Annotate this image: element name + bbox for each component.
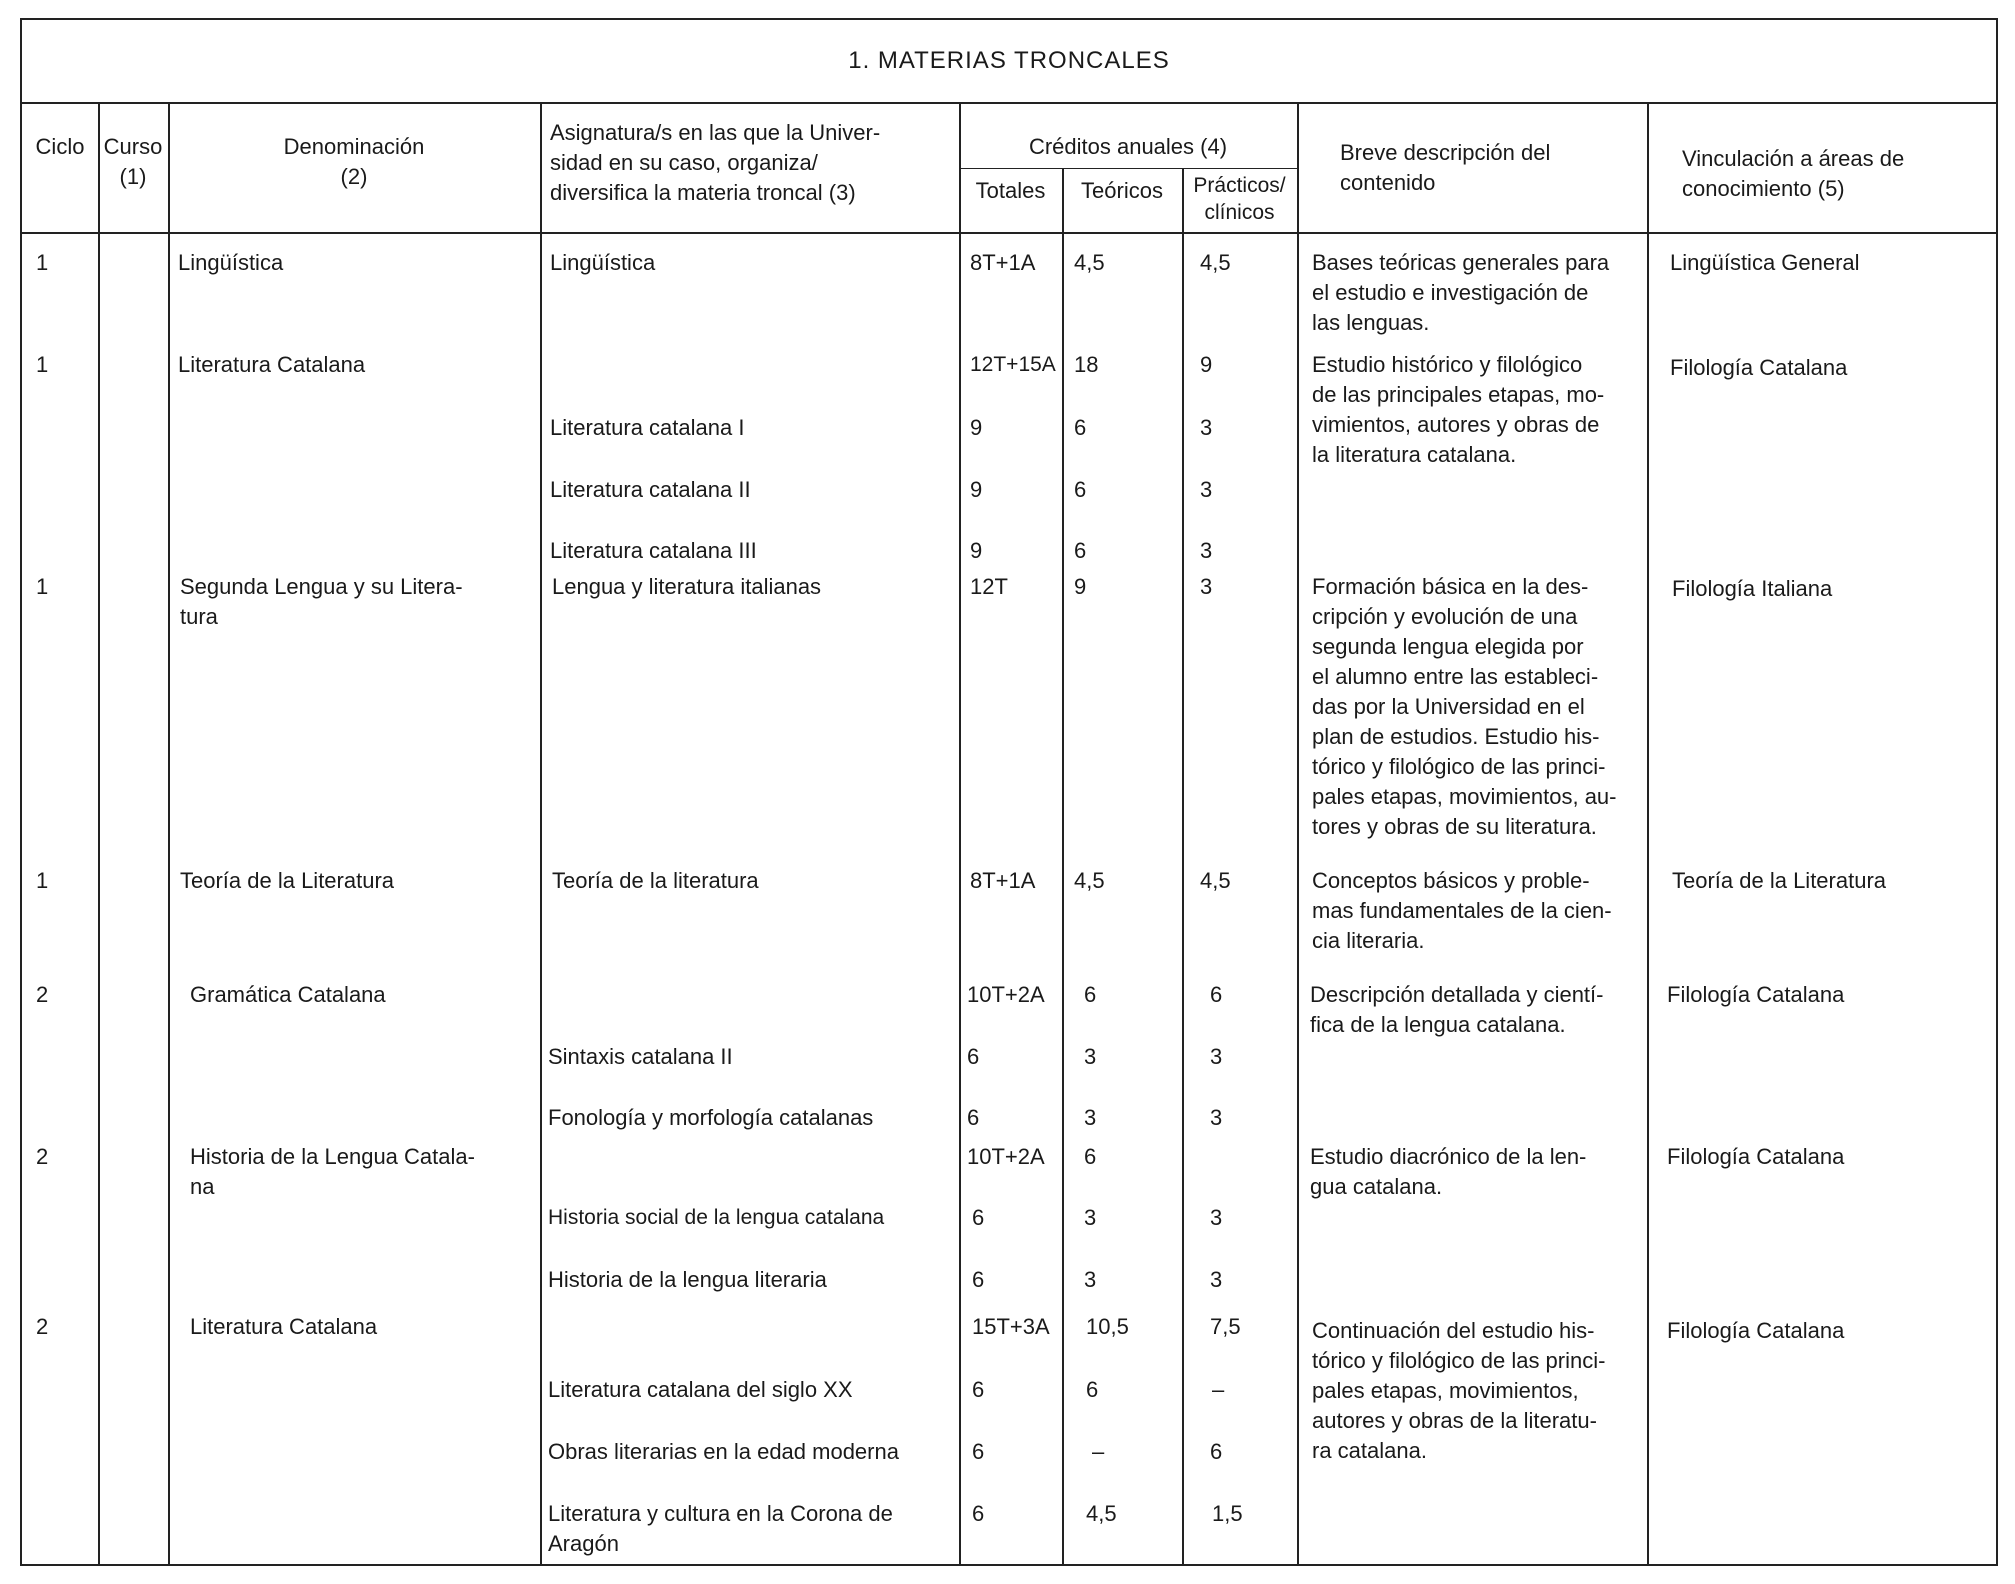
- row-totales: 9: [970, 538, 983, 563]
- row-teoricos: 3: [1084, 1044, 1097, 1069]
- row-denominacion: Literatura Catalana: [190, 1314, 378, 1339]
- row-ciclo: 1: [36, 868, 49, 893]
- row-ciclo: 1: [36, 250, 49, 275]
- column-divider: [1182, 168, 1184, 1564]
- row-teoricos: 3: [1084, 1267, 1097, 1292]
- row-teoricos: 6: [1074, 477, 1087, 502]
- row-asignatura: Literatura catalana del siglo XX: [548, 1377, 853, 1402]
- row-area: Filología Catalana: [1667, 982, 1845, 1007]
- row-area: Filología Italiana: [1672, 576, 1833, 601]
- row-asignatura: Obras literarias en la edad moderna: [548, 1439, 899, 1464]
- column-divider: [540, 104, 542, 1564]
- row-totales: 8T+1A: [970, 868, 1036, 893]
- row-descripcion: Formación básica en la des- cripción y evolución de una segunda lengua elegida por el alumno entre las estableci- das por la Universidad en el plan de estudios. Estudio his- tórico y filológico de las princi- pales etapas, movimientos, au- tores y obras de su literatura.: [1312, 574, 1617, 839]
- row-teoricos: 4,5: [1074, 250, 1105, 275]
- row-totales: 6: [972, 1267, 985, 1292]
- header-curso: Curso (1): [103, 134, 163, 189]
- row-asignatura: Historia de la lengua literaria: [548, 1267, 827, 1292]
- row-practicos: 3: [1210, 1267, 1223, 1292]
- row-descripcion: Descripción detallada y cientí- fica de la lengua catalana.: [1310, 982, 1604, 1037]
- row-teoricos: 6: [1086, 1377, 1099, 1402]
- row-practicos: 6: [1210, 982, 1223, 1007]
- row-totales: 6: [972, 1501, 985, 1526]
- header-denominacion: Denominación (2): [283, 134, 425, 189]
- row-asignatura: Teoría de la literatura: [552, 868, 759, 893]
- row-teoricos: 6: [1084, 982, 1097, 1007]
- row-descripcion: Conceptos básicos y proble- mas fundamentales de la cien- cia literaria.: [1312, 868, 1612, 953]
- row-denominacion: Gramática Catalana: [190, 982, 386, 1007]
- row-asignatura: Lengua y literatura italianas: [552, 574, 822, 599]
- row-asignatura: Literatura catalana III: [550, 538, 757, 563]
- row-practicos: –: [1212, 1377, 1225, 1402]
- row-asignatura: Historia social de la lengua catalana: [548, 1206, 885, 1229]
- row-area: Lingüística General: [1670, 250, 1860, 275]
- row-teoricos: 10,5: [1086, 1314, 1129, 1339]
- row-descripcion: Estudio histórico y filológico de las principales etapas, mo- vimientos, autores y obras de la literatura catalana.: [1312, 352, 1605, 467]
- row-area: Filología Catalana: [1667, 1318, 1845, 1343]
- row-denominacion: Literatura Catalana: [178, 352, 366, 377]
- row-asignatura: Sintaxis catalana II: [548, 1044, 733, 1069]
- row-practicos: 3: [1200, 415, 1213, 440]
- row-descripcion: Bases teóricas generales para el estudio e investigación de las lenguas.: [1312, 250, 1610, 335]
- column-divider: [98, 104, 100, 1564]
- column-divider: [1647, 104, 1649, 1564]
- row-teoricos: 6: [1074, 538, 1087, 563]
- row-totales: 6: [972, 1205, 985, 1230]
- row-ciclo: 2: [36, 1144, 49, 1169]
- header-vinculacion: Vinculación a áreas de conocimiento (5): [1682, 146, 1905, 201]
- row-asignatura: Literatura catalana II: [550, 477, 751, 502]
- row-ciclo: 1: [36, 352, 49, 377]
- header-divider: [22, 232, 1996, 234]
- header-practicos: Prácticos/ clínicos: [1193, 174, 1286, 224]
- row-practicos: 3: [1210, 1044, 1223, 1069]
- row-teoricos: 6: [1074, 415, 1087, 440]
- column-divider: [1297, 104, 1299, 1564]
- column-divider: [168, 104, 170, 1564]
- row-practicos: 3: [1210, 1105, 1223, 1130]
- column-divider: [1062, 168, 1064, 1564]
- row-denominacion: Teoría de la Literatura: [180, 868, 395, 893]
- row-area: Teoría de la Literatura: [1672, 868, 1887, 893]
- row-practicos: 9: [1200, 352, 1213, 377]
- row-practicos: 3: [1200, 574, 1213, 599]
- row-totales: 6: [972, 1439, 985, 1464]
- row-descripcion: Continuación del estudio his- tórico y filológico de las princi- pales etapas, movimientos, autores y obras de la literatu- ra catalana.: [1312, 1318, 1606, 1463]
- row-denominacion: Historia de la Lengua Catala- na: [190, 1144, 475, 1199]
- row-teoricos: 4,5: [1074, 868, 1105, 893]
- row-teoricos: 6: [1084, 1144, 1097, 1169]
- row-totales: 6: [972, 1377, 985, 1402]
- row-practicos: 3: [1210, 1205, 1223, 1230]
- row-teoricos: 4,5: [1086, 1501, 1117, 1526]
- header-teoricos: Teóricos: [1081, 178, 1163, 203]
- row-practicos: 7,5: [1210, 1314, 1241, 1339]
- row-practicos: 4,5: [1200, 868, 1231, 893]
- header-creditos: Créditos anuales (4): [1028, 134, 1228, 159]
- row-totales: 15T+3A: [972, 1314, 1050, 1339]
- header-totales: Totales: [975, 178, 1046, 203]
- row-descripcion: Estudio diacrónico de la len- gua catalana.: [1310, 1144, 1587, 1199]
- row-ciclo: 2: [36, 982, 49, 1007]
- row-ciclo: 2: [36, 1314, 49, 1339]
- header-divider: [959, 168, 1297, 169]
- row-teoricos: 18: [1074, 352, 1099, 377]
- row-totales: 12T: [970, 574, 1008, 599]
- row-totales: 9: [970, 477, 983, 502]
- row-totales: 6: [967, 1044, 980, 1069]
- row-teoricos: 9: [1074, 574, 1087, 599]
- row-teoricos: 3: [1084, 1205, 1097, 1230]
- materias-troncales-table: [20, 18, 1998, 1566]
- row-totales: 9: [970, 415, 983, 440]
- row-asignatura: Literatura catalana I: [550, 415, 745, 440]
- row-totales: 8T+1A: [970, 250, 1036, 275]
- row-totales: 12T+15A: [970, 353, 1056, 376]
- header-descripcion: Breve descripción del contenido: [1340, 140, 1551, 195]
- row-area: Filología Catalana: [1670, 355, 1848, 380]
- row-denominacion: Lingüística: [178, 250, 284, 275]
- row-totales: 10T+2A: [967, 982, 1045, 1007]
- row-teoricos: –: [1092, 1439, 1105, 1464]
- row-practicos: 6: [1210, 1439, 1223, 1464]
- row-denominacion: Segunda Lengua y su Litera- tura: [180, 574, 463, 629]
- row-asignatura: Fonología y morfología catalanas: [548, 1105, 874, 1130]
- row-asignatura: Lingüística: [550, 250, 656, 275]
- row-ciclo: 1: [36, 574, 49, 599]
- row-practicos: 4,5: [1200, 250, 1231, 275]
- column-divider: [959, 104, 961, 1564]
- row-practicos: 3: [1200, 477, 1213, 502]
- row-practicos: 1,5: [1212, 1501, 1243, 1526]
- row-teoricos: 3: [1084, 1105, 1097, 1130]
- row-asignatura: Literatura y cultura en la Corona de Aragón: [548, 1501, 893, 1556]
- row-area: Filología Catalana: [1667, 1144, 1845, 1169]
- header-ciclo: Ciclo: [35, 134, 85, 159]
- row-totales: 10T+2A: [967, 1144, 1045, 1169]
- row-totales: 6: [967, 1105, 980, 1130]
- table-title: 1. MATERIAS TRONCALES: [22, 20, 1996, 104]
- header-asignaturas: Asignatura/s en las que la Univer- sidad en su caso, organiza/ diversifica la materia troncal (3): [550, 120, 881, 205]
- row-practicos: 3: [1200, 538, 1213, 563]
